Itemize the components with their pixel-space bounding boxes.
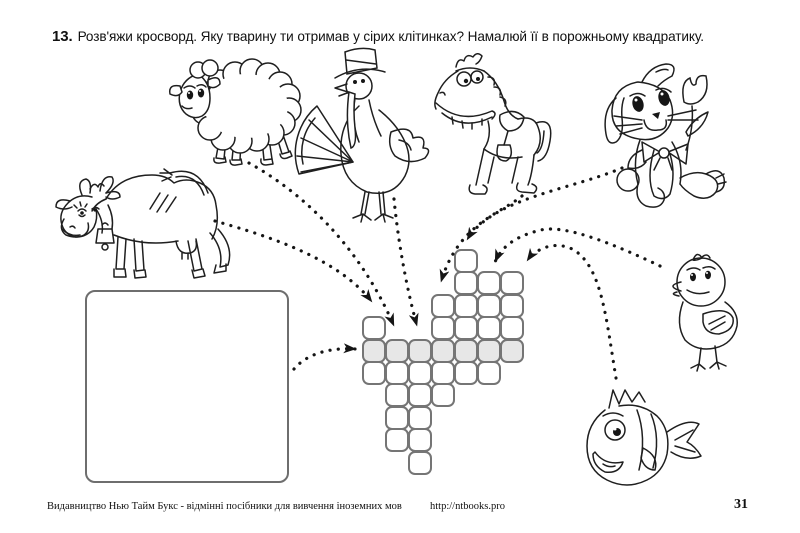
arrow-fish-to-column-7 (527, 246, 616, 378)
crossword-cell (477, 361, 501, 385)
crossword-cell (500, 316, 524, 340)
crossword-cell-shaded (454, 339, 478, 363)
crossword-cell-shaded (408, 339, 432, 363)
crossword-cell (431, 316, 455, 340)
chick-illustration (673, 254, 737, 371)
crossword-cell (454, 294, 478, 318)
cow-illustration (56, 169, 230, 278)
task-number: 13. (52, 28, 73, 45)
crossword-cell (477, 316, 501, 340)
page-number: 31 (734, 497, 748, 512)
crossword-cell (385, 406, 409, 430)
arrow-box-to-shaded-row (294, 349, 356, 369)
crossword-cell (408, 428, 432, 452)
crossword-cell (431, 361, 455, 385)
footer-publisher: Видавництво Нью Тайм Букс - відмінні посібники для вивчення іноземних мов (47, 501, 402, 512)
task-text: Розв'яжи кросворд. Яку тварину ти отримав у сірих клітинках? Намалюй її в порожньому квадратику. (77, 29, 704, 44)
sheep-illustration (170, 59, 301, 165)
rabbit-illustration (605, 64, 726, 207)
crossword-cell (385, 428, 409, 452)
crossword-cell-shaded (477, 339, 501, 363)
fish-illustration (587, 390, 701, 485)
arrow-rabbit-to-column-5 (467, 168, 622, 240)
crossword-cell-shaded (500, 339, 524, 363)
crossword-cell (362, 316, 386, 340)
arrow-horse-to-column-4 (441, 196, 522, 282)
crossword-cell (500, 271, 524, 295)
crossword-cell-shaded (431, 339, 455, 363)
crossword-cell (385, 383, 409, 407)
page-title (52, 28, 704, 45)
crossword-cell (408, 406, 432, 430)
crossword-cell (454, 361, 478, 385)
crossword-cell (500, 294, 524, 318)
crossword-cell (408, 383, 432, 407)
crossword-cell (385, 361, 409, 385)
crossword-cell (431, 383, 455, 407)
arrow-chick-to-column-6 (495, 229, 660, 266)
crossword-cell (477, 271, 501, 295)
crossword-cell (454, 316, 478, 340)
crossword-cell (408, 361, 432, 385)
crossword-cell (362, 361, 386, 385)
horse-illustration (435, 54, 551, 194)
crossword-cell (431, 294, 455, 318)
turkey-illustration (295, 48, 428, 222)
footer-website: http://ntbooks.pro (430, 501, 505, 512)
arrow-turkey-to-column-3 (394, 199, 417, 326)
crossword-cell-shaded (385, 339, 409, 363)
crossword-cell (454, 271, 478, 295)
crossword-cell-shaded (362, 339, 386, 363)
crossword-cell (477, 294, 501, 318)
empty-drawing-box (85, 290, 289, 483)
crossword-cell (454, 249, 478, 273)
crossword-cell (408, 451, 432, 475)
